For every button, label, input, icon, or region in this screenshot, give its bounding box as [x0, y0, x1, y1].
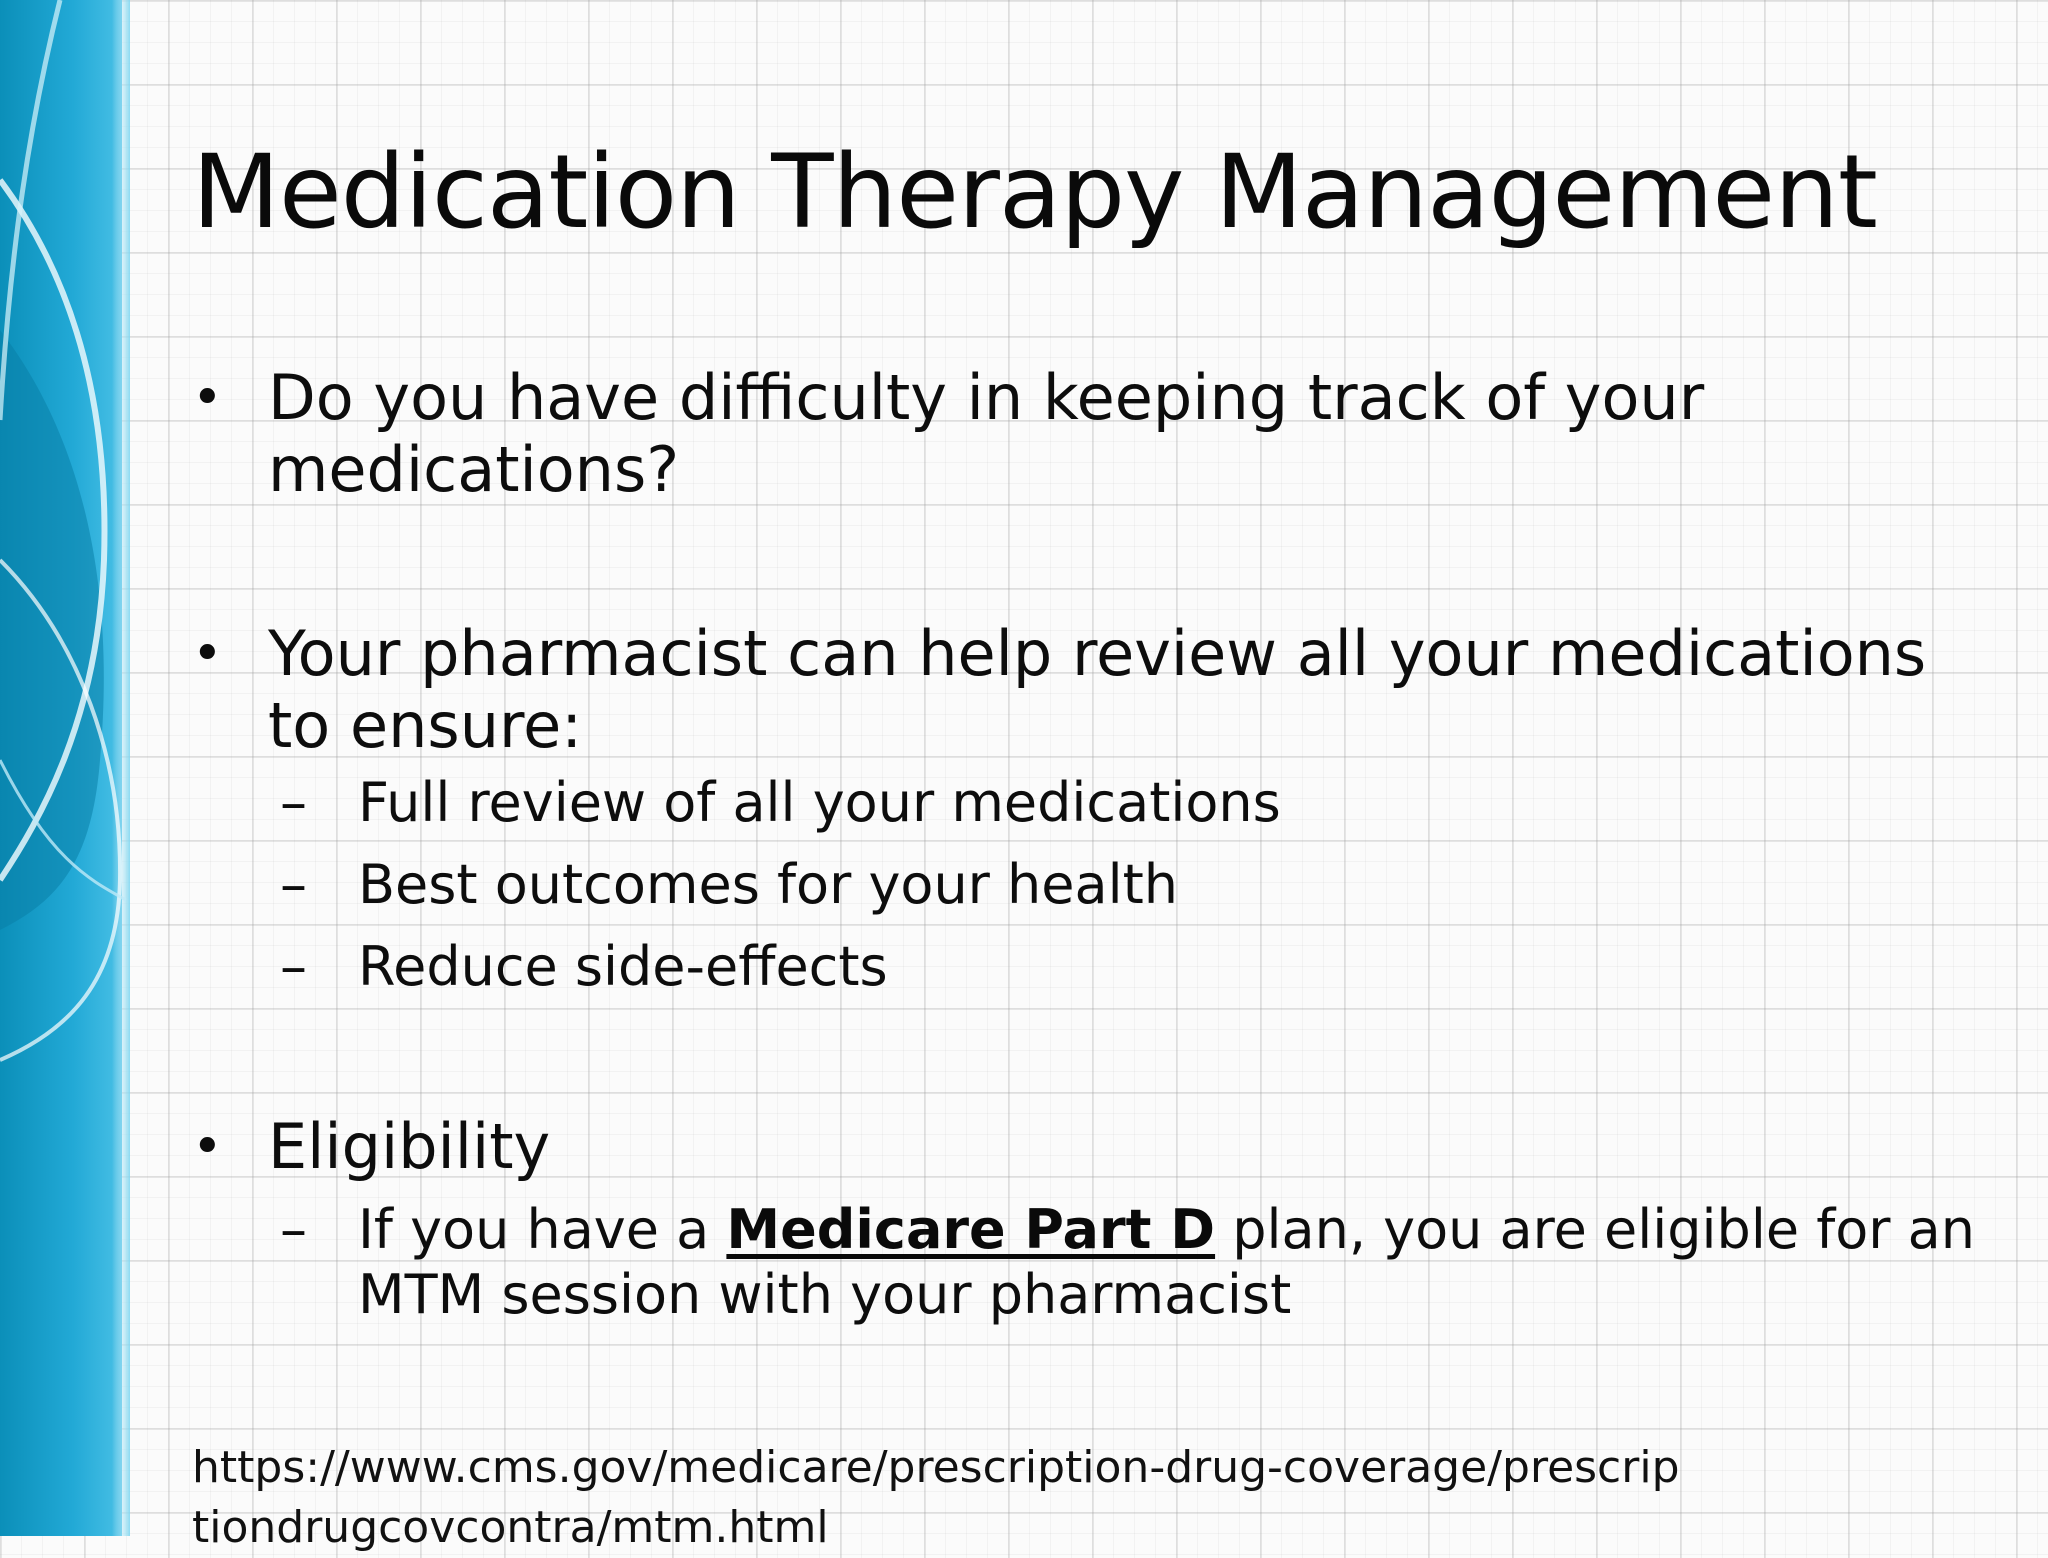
list-item — [190, 1111, 1990, 1327]
bullet-list — [190, 362, 1990, 1327]
wave-decoration-icon — [0, 0, 130, 1536]
eligibility-text-before: If you have a — [358, 1198, 727, 1261]
bullet-marker: • — [192, 624, 223, 684]
sub-list — [268, 770, 1990, 999]
page-title: Medication Therapy Management — [192, 133, 1877, 252]
bullet-marker: • — [192, 368, 223, 428]
sub-item-text: Full review of all your medications — [358, 771, 1281, 834]
bullet-text: Do you have difficulty in keeping track of your medications? — [268, 361, 1705, 506]
bullet-marker: • — [192, 1117, 223, 1177]
sub-item-text: Best outcomes for your health — [358, 853, 1178, 916]
dash-marker: – — [280, 853, 307, 916]
list-item — [190, 362, 1990, 506]
dash-marker: – — [280, 771, 307, 834]
dash-marker: – — [280, 935, 307, 998]
list-item — [190, 618, 1990, 999]
sub-item-eligibility — [268, 1197, 1990, 1327]
decorative-side-band — [0, 0, 130, 1536]
eligibility-text-after: plan, you are eligible for an MTM session with your pharmacist — [358, 1198, 1975, 1326]
sub-list — [268, 1197, 1990, 1327]
bullet-text: Your pharmacist can help review all your medications to ensure: — [268, 617, 1927, 762]
dash-marker: – — [280, 1198, 307, 1261]
bullet-text: Eligibility — [268, 1110, 551, 1183]
sub-item-text: Reduce side-effects — [358, 935, 888, 998]
source-url[interactable]: https://www.cms.gov/medicare/prescription-drug-coverage/prescriptiondrugcovcontra/mtm.html — [192, 1442, 1680, 1553]
medicare-part-d-link[interactable]: Medicare Part D — [726, 1198, 1216, 1261]
sub-item — [268, 934, 1990, 999]
sub-item — [268, 852, 1990, 917]
sub-item — [268, 770, 1990, 835]
